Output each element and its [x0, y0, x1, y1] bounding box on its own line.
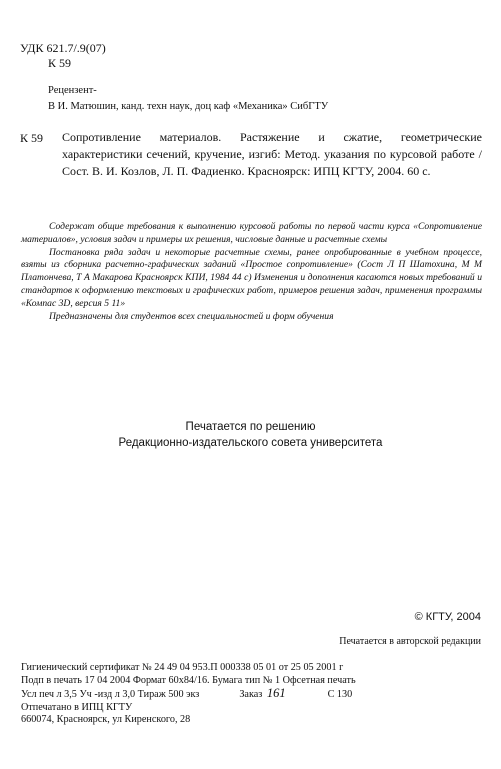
abstract: [21, 221, 482, 323]
order-label: Заказ: [239, 689, 263, 700]
printed-at: Отпечатано в ИПЦ КГТУ: [21, 701, 133, 713]
print-details: Подп в печать 17 04 2004 Формат 60x84/16. Бумага тип № 1 Офсетная печать: [21, 674, 356, 686]
author-edition-note: Печатается в авторской редакции: [339, 636, 481, 647]
print-decision-line-2: Редакционно-издательского совета университета: [118, 437, 383, 449]
printer-address: 660074, Красноярск, ул Киренского, 28: [21, 714, 191, 725]
reviewer-name: В И. Матюшин, канд. техн наук, доц каф «Механика» СибГТУ: [48, 101, 329, 112]
udk-code: УДК 621.7/.9(07): [20, 41, 106, 55]
abstract-paragraph: Постановка ряда задач и некоторые расчетные схемы, ранее опробированные в учебном процессе, взяты из сборника расчетно-графических заданий «Простое сопротивление» (Сост Л П Шатохина, М М Платончева, Т А Макарова Красноярск КПИ, 1984 44 с) Изменения и дополнения касаются новых требований и стандартов к оформлению текстовых и графических работ, примеров решения задач, применения программы «Компас 3D, версия 5 11»: [21, 246, 482, 309]
bibliographic-entry: Сопротивление материалов. Растяжение и сжатие, геометрические характеристики сечений, кручение, изгиб: Метод. указания по курсовой работе / Сост. В. И. Козлов, Л. П. Фадиенко. Красноярск: ИПЦ КГТУ, 2004. 60 с.: [62, 130, 482, 178]
reviewer-label: Рецензент-: [48, 85, 97, 96]
abstract-paragraph: Содержат общие требования к выполнению курсовой работы по первой части курса «Сопротивление материалов», условия задач и примеры их решения, числовые данные и расчетные схемы: [21, 221, 482, 245]
print-volume: [21, 687, 483, 702]
library-code: К 59: [48, 56, 72, 70]
bibliographic-code: К 59: [20, 131, 44, 145]
volume-text: Усл печ л 3,5 Уч -изд л 3,0 Тираж 500 экз: [21, 689, 200, 700]
print-decision-line-1: Печатается по решению: [185, 421, 316, 433]
page-code: С 130: [327, 689, 353, 700]
hygiene-certificate: Гигиенический сертификат № 24 49 04 953.П 000338 05 01 от 25 05 2001 г: [21, 662, 344, 673]
imprint-block: [21, 662, 483, 727]
abstract-paragraph: Предназначены для студентов всех специальностей и форм обучения: [49, 310, 334, 322]
order-number: 161: [266, 686, 286, 700]
copyright: © КГТУ, 2004: [414, 611, 481, 623]
